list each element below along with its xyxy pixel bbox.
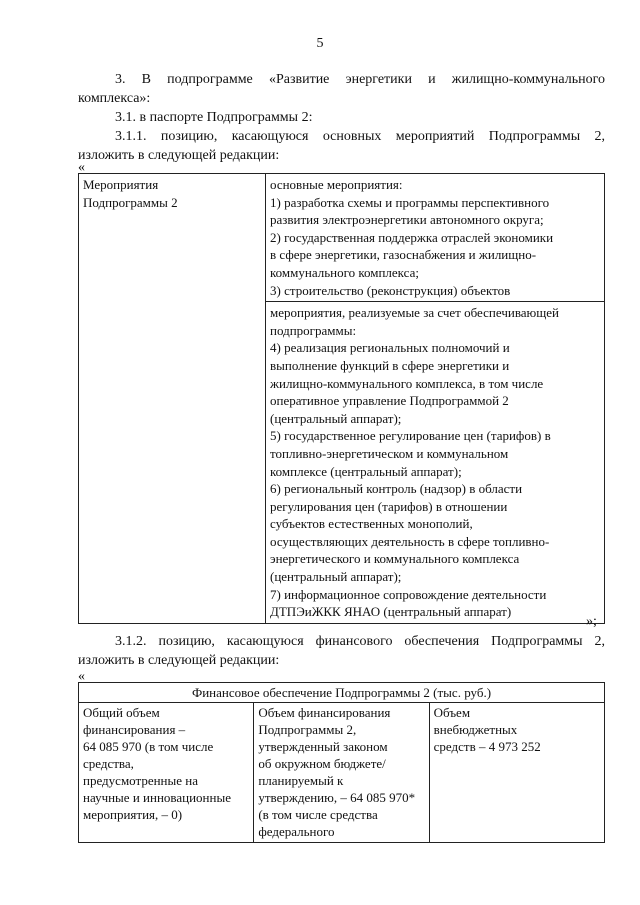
cell-line: федерального (258, 824, 335, 839)
label-line: Подпрограммы 2 (83, 194, 178, 210)
activity-line: энергетического и коммунального комплекса (270, 551, 520, 567)
activity-line: (центральный аппарат); (270, 410, 402, 426)
financing-table (78, 682, 605, 843)
cell-line: Общий объем (83, 705, 160, 720)
activity-line: осуществляющих деятельность в сфере топливно- (270, 533, 550, 549)
activity-line: топливно-энергетическом и коммунальном (270, 445, 509, 461)
paragraph-3-1-1-line1: 3.1.1. позицию, касающуюся основных мероприятий Подпрограммы 2, (115, 129, 605, 144)
paragraph-3-line2: комплекса»: (78, 91, 151, 106)
activity-line: основные мероприятия: (270, 177, 403, 192)
main-activities-cell (266, 174, 605, 302)
activity-line: коммунального комплекса; (270, 264, 419, 280)
cell-line: Подпрограммы 2, (258, 722, 357, 737)
activity-line: жилищно-коммунального комплекса, в том числе (270, 375, 544, 391)
activity-line: комплексе (центральный аппарат); (270, 463, 462, 479)
activities-table (78, 173, 605, 624)
cell-line: планируемый к (258, 773, 344, 788)
paragraph-3-1-2-line1: 3.1.2. позицию, касающуюся финансового обеспечения Подпрограммы 2, (115, 634, 605, 649)
cell-line: утвержденный законом (258, 739, 388, 754)
activity-line: 6) региональный контроль (надзор) в области (270, 481, 523, 497)
cell-line: об окружном бюджете/ (258, 756, 386, 771)
activity-line: регулирования цен (тарифов) в отношении (270, 498, 508, 514)
activity-line: подпрограммы: (270, 322, 357, 338)
budget-financing-cell (254, 703, 429, 843)
activity-line: оперативное управление Подпрограммой 2 (270, 393, 509, 409)
activity-line: 5) государственное регулирование цен (тарифов) в (270, 428, 551, 444)
cell-line: утверждению, – 64 085 970* (258, 790, 416, 805)
quote-close-mark: »; (586, 614, 597, 629)
cell-line: 64 085 970 (в том числе (83, 739, 214, 754)
paragraph-3-1-2-line2: изложить в следующей редакции: (78, 653, 280, 668)
activity-line: выполнение функций в сфере энергетики и (270, 357, 510, 373)
extrabudgetary-funds-cell (429, 703, 604, 843)
support-activities-cell (266, 302, 605, 624)
activity-line: 7) информационное сопровождение деятельности (270, 586, 547, 602)
cell-line: предусмотренные на (83, 773, 199, 788)
quote-open-mark-1: « (78, 160, 85, 175)
activity-line: 2) государственная поддержка отраслей экономики (270, 229, 554, 245)
activities-label-cell (79, 174, 266, 624)
cell-line: средства, (83, 756, 134, 771)
financing-table-header: Финансовое обеспечение Подпрограммы 2 (тыс. руб.) (79, 683, 605, 703)
cell-line: научные и инновационные (83, 790, 231, 805)
cell-line: внебюджетных (433, 722, 518, 737)
activity-line: в сфере энергетики, газоснабжения и жилищно- (270, 247, 537, 263)
cell-line: (в том числе средства (258, 807, 378, 822)
cell-line: средств – 4 973 252 (433, 739, 541, 754)
activity-line: 3) строительство (реконструкция) объектов (270, 282, 511, 298)
paragraph-3-1: 3.1. в паспорте Подпрограммы 2: (115, 110, 313, 125)
activity-line: 4) реализация региональных полномочий и (270, 340, 510, 356)
activity-line: 1) разработка схемы и программы перспективного (270, 194, 550, 210)
total-financing-cell (79, 703, 254, 843)
paragraph-3-1-1-line2: изложить в следующей редакции: (78, 148, 280, 163)
quote-open-mark-2: « (78, 669, 85, 684)
activity-line: ДТПЭиЖКК ЯНАО (центральный аппарат) (270, 604, 512, 620)
activity-line: развития электроэнергетики автономного округа; (270, 212, 544, 228)
cell-line: Объем (433, 705, 471, 720)
activity-line: субъектов естественных монополий, (270, 516, 473, 532)
activity-line: мероприятия, реализуемые за счет обеспечивающей (270, 305, 560, 321)
cell-line: Объем финансирования (258, 705, 391, 720)
paragraph-3-line1: 3. В подпрограмме «Развитие энергетики и жилищно-коммунального (115, 72, 605, 87)
page-number: 5 (316, 36, 324, 51)
cell-line: мероприятия, – 0) (83, 807, 183, 822)
cell-line: финансирования – (83, 722, 186, 737)
label-line: Мероприятия (83, 177, 159, 192)
activity-line: (центральный аппарат); (270, 569, 402, 585)
